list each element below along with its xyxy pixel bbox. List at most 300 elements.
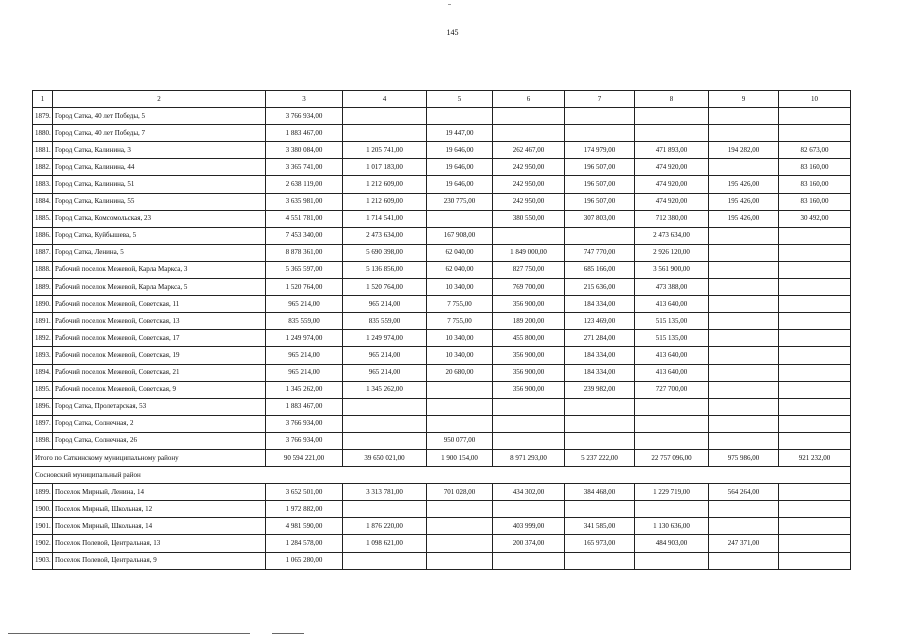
- row-number-cell: 1887.: [33, 244, 53, 261]
- row-number-cell: 1893.: [33, 347, 53, 364]
- amount-cell: 769 700,00: [493, 279, 565, 296]
- table-row: [33, 279, 851, 296]
- row-number-cell: 1886.: [33, 227, 53, 244]
- table-row: [33, 381, 851, 398]
- amount-cell: [779, 364, 851, 381]
- address-cell: Город Сатка, 40 лет Победы, 7: [53, 125, 266, 142]
- amount-cell: 3 766 934,00: [266, 415, 343, 432]
- amount-cell: 195 426,00: [709, 176, 779, 193]
- amount-cell: 1 205 741,00: [343, 142, 427, 159]
- table-row: [33, 364, 851, 381]
- amount-cell: [635, 125, 709, 142]
- section-heading-cell: Сосновский муниципальный район: [33, 467, 851, 484]
- amount-cell: [779, 330, 851, 347]
- amount-cell: 434 302,00: [493, 484, 565, 501]
- table-row: [33, 210, 851, 227]
- amount-cell: [709, 159, 779, 176]
- amount-cell: 380 550,00: [493, 210, 565, 227]
- address-cell: Поселок Мирный, Школьная, 14: [53, 518, 266, 535]
- amount-cell: [427, 518, 493, 535]
- scan-margin-mark: [448, 4, 451, 5]
- amount-cell: 174 979,00: [565, 142, 635, 159]
- amount-cell: 835 559,00: [266, 313, 343, 330]
- row-number-cell: 1885.: [33, 210, 53, 227]
- amount-cell: 239 982,00: [565, 381, 635, 398]
- amount-cell: 215 636,00: [565, 279, 635, 296]
- amount-cell: [709, 364, 779, 381]
- amount-cell: 242 950,00: [493, 193, 565, 210]
- amount-cell: 1 883 467,00: [266, 398, 343, 415]
- amount-cell: 165 973,00: [565, 535, 635, 552]
- amount-cell: [493, 125, 565, 142]
- amount-cell: [709, 552, 779, 569]
- amount-cell: 10 340,00: [427, 330, 493, 347]
- amount-cell: [709, 347, 779, 364]
- table-row: [33, 330, 851, 347]
- address-cell: Рабочий поселок Межевой, Советская, 19: [53, 347, 266, 364]
- amount-cell: 194 282,00: [709, 142, 779, 159]
- capital-repair-table: [32, 90, 851, 570]
- amount-cell: [779, 244, 851, 261]
- amount-cell: 5 690 398,00: [343, 244, 427, 261]
- amount-cell: 184 334,00: [565, 347, 635, 364]
- address-cell: Город Сатка, Калинина, 55: [53, 193, 266, 210]
- amount-cell: 5 365 597,00: [266, 261, 343, 278]
- amount-cell: 384 468,00: [565, 484, 635, 501]
- amount-cell: 242 950,00: [493, 176, 565, 193]
- amount-cell: 473 388,00: [635, 279, 709, 296]
- amount-cell: 3 561 900,00: [635, 261, 709, 278]
- amount-cell: 965 214,00: [343, 347, 427, 364]
- amount-cell: 1 065 280,00: [266, 552, 343, 569]
- table-body: [33, 91, 851, 570]
- amount-cell: [709, 501, 779, 518]
- amount-cell: 484 903,00: [635, 535, 709, 552]
- amount-cell: [635, 415, 709, 432]
- amount-cell: [709, 108, 779, 125]
- amount-cell: 1 520 764,00: [266, 279, 343, 296]
- row-number-cell: 1894.: [33, 364, 53, 381]
- total-amount-cell: 90 594 221,00: [266, 449, 343, 466]
- table-row: [33, 296, 851, 313]
- total-amount-cell: 975 986,00: [709, 449, 779, 466]
- table-row: [33, 518, 851, 535]
- amount-cell: [343, 398, 427, 415]
- amount-cell: [709, 261, 779, 278]
- amount-cell: 827 750,00: [493, 261, 565, 278]
- amount-cell: [493, 432, 565, 449]
- amount-cell: 474 920,00: [635, 159, 709, 176]
- row-number-cell: 1902.: [33, 535, 53, 552]
- amount-cell: [779, 279, 851, 296]
- amount-cell: [565, 125, 635, 142]
- row-number-cell: 1884.: [33, 193, 53, 210]
- address-cell: Город Сатка, Комсомольская, 23: [53, 210, 266, 227]
- amount-cell: [427, 381, 493, 398]
- page-number: 145: [446, 28, 459, 37]
- amount-cell: 19 646,00: [427, 176, 493, 193]
- amount-cell: [709, 279, 779, 296]
- table-row: [33, 125, 851, 142]
- amount-cell: [427, 210, 493, 227]
- amount-cell: [709, 518, 779, 535]
- amount-cell: 3 380 084,00: [266, 142, 343, 159]
- amount-cell: 8 878 361,00: [266, 244, 343, 261]
- amount-cell: 965 214,00: [266, 347, 343, 364]
- amount-cell: 7 755,00: [427, 296, 493, 313]
- amount-cell: [343, 552, 427, 569]
- column-number-cell: 7: [565, 91, 635, 108]
- amount-cell: 10 340,00: [427, 347, 493, 364]
- amount-cell: [709, 227, 779, 244]
- amount-cell: 4 551 781,00: [266, 210, 343, 227]
- amount-cell: 3 652 501,00: [266, 484, 343, 501]
- amount-cell: [565, 398, 635, 415]
- row-number-cell: 1898.: [33, 432, 53, 449]
- address-cell: Поселок Мирный, Школьная, 12: [53, 501, 266, 518]
- footer-rule-short: [272, 633, 304, 634]
- table-row: [33, 193, 851, 210]
- amount-cell: [343, 415, 427, 432]
- amount-cell: 356 900,00: [493, 296, 565, 313]
- amount-cell: 242 950,00: [493, 159, 565, 176]
- amount-cell: 356 900,00: [493, 347, 565, 364]
- row-number-cell: 1895.: [33, 381, 53, 398]
- amount-cell: [709, 296, 779, 313]
- amount-cell: 1 345 262,00: [266, 381, 343, 398]
- amount-cell: 3 635 981,00: [266, 193, 343, 210]
- amount-cell: [565, 552, 635, 569]
- total-amount-cell: 1 900 154,00: [427, 449, 493, 466]
- amount-cell: [779, 432, 851, 449]
- table-row: [33, 484, 851, 501]
- amount-cell: [565, 415, 635, 432]
- address-cell: Рабочий поселок Межевой, Советская, 9: [53, 381, 266, 398]
- amount-cell: 1 876 220,00: [343, 518, 427, 535]
- amount-cell: 123 469,00: [565, 313, 635, 330]
- amount-cell: 712 380,00: [635, 210, 709, 227]
- amount-cell: 2 473 634,00: [343, 227, 427, 244]
- column-number-cell: 9: [709, 91, 779, 108]
- amount-cell: 356 900,00: [493, 364, 565, 381]
- amount-cell: 62 040,00: [427, 261, 493, 278]
- amount-cell: 356 900,00: [493, 381, 565, 398]
- amount-cell: 3 766 934,00: [266, 432, 343, 449]
- amount-cell: 2 926 120,00: [635, 244, 709, 261]
- amount-cell: [709, 244, 779, 261]
- table-row: [33, 501, 851, 518]
- amount-cell: 19 447,00: [427, 125, 493, 142]
- amount-cell: 83 160,00: [779, 159, 851, 176]
- column-number-row: [33, 91, 851, 108]
- amount-cell: 1 017 183,00: [343, 159, 427, 176]
- amount-cell: 1 849 000,00: [493, 244, 565, 261]
- amount-cell: 1 212 609,00: [343, 176, 427, 193]
- address-cell: Рабочий поселок Межевой, Советская, 13: [53, 313, 266, 330]
- address-cell: Город Сатка, Пролетарская, 53: [53, 398, 266, 415]
- amount-cell: 515 135,00: [635, 313, 709, 330]
- amount-cell: 1 284 578,00: [266, 535, 343, 552]
- amount-cell: 271 284,00: [565, 330, 635, 347]
- table-row: [33, 347, 851, 364]
- amount-cell: [343, 125, 427, 142]
- amount-cell: 950 077,00: [427, 432, 493, 449]
- address-cell: Город Сатка, Куйбышева, 5: [53, 227, 266, 244]
- amount-cell: 184 334,00: [565, 296, 635, 313]
- amount-cell: 7 755,00: [427, 313, 493, 330]
- amount-cell: [493, 501, 565, 518]
- amount-cell: [779, 125, 851, 142]
- table-row: [33, 176, 851, 193]
- amount-cell: [565, 501, 635, 518]
- amount-cell: 195 426,00: [709, 210, 779, 227]
- table-row: [33, 261, 851, 278]
- amount-cell: [709, 415, 779, 432]
- amount-cell: [493, 552, 565, 569]
- address-cell: Поселок Полевой, Центральная, 13: [53, 535, 266, 552]
- column-number-cell: 2: [53, 91, 266, 108]
- column-number-cell: 10: [779, 91, 851, 108]
- row-number-cell: 1892.: [33, 330, 53, 347]
- amount-cell: [779, 296, 851, 313]
- row-number-cell: 1882.: [33, 159, 53, 176]
- amount-cell: 1 520 764,00: [343, 279, 427, 296]
- total-label-cell: Итого по Саткинскому муниципальному району: [33, 449, 266, 466]
- column-number-cell: 6: [493, 91, 565, 108]
- total-amount-cell: 5 237 222,00: [565, 449, 635, 466]
- total-row: [33, 449, 851, 466]
- amount-cell: 167 908,00: [427, 227, 493, 244]
- amount-cell: 19 646,00: [427, 142, 493, 159]
- amount-cell: 4 981 590,00: [266, 518, 343, 535]
- section-heading-row: [33, 467, 851, 484]
- amount-cell: 3 766 934,00: [266, 108, 343, 125]
- amount-cell: 1 249 974,00: [266, 330, 343, 347]
- address-cell: Город Сатка, Солнечная, 26: [53, 432, 266, 449]
- table-row: [33, 159, 851, 176]
- column-number-cell: 1: [33, 91, 53, 108]
- amount-cell: [779, 398, 851, 415]
- amount-cell: 10 340,00: [427, 279, 493, 296]
- amount-cell: 1 883 467,00: [266, 125, 343, 142]
- amount-cell: 965 214,00: [266, 296, 343, 313]
- row-number-cell: 1880.: [33, 125, 53, 142]
- row-number-cell: 1897.: [33, 415, 53, 432]
- amount-cell: [779, 484, 851, 501]
- amount-cell: 195 426,00: [709, 193, 779, 210]
- amount-cell: [779, 518, 851, 535]
- amount-cell: 515 135,00: [635, 330, 709, 347]
- amount-cell: [565, 108, 635, 125]
- amount-cell: 1 229 719,00: [635, 484, 709, 501]
- total-amount-cell: 22 757 096,00: [635, 449, 709, 466]
- amount-cell: [779, 108, 851, 125]
- address-cell: Рабочий поселок Межевой, Советская, 11: [53, 296, 266, 313]
- amount-cell: 82 673,00: [779, 142, 851, 159]
- table-row: [33, 415, 851, 432]
- amount-cell: 196 507,00: [565, 176, 635, 193]
- amount-cell: 200 374,00: [493, 535, 565, 552]
- amount-cell: 5 136 856,00: [343, 261, 427, 278]
- amount-cell: 1 714 541,00: [343, 210, 427, 227]
- address-cell: Город Сатка, Солнечная, 2: [53, 415, 266, 432]
- row-number-cell: 1888.: [33, 261, 53, 278]
- amount-cell: [427, 535, 493, 552]
- amount-cell: 230 775,00: [427, 193, 493, 210]
- amount-cell: [635, 501, 709, 518]
- amount-cell: 1 098 621,00: [343, 535, 427, 552]
- amount-cell: [427, 501, 493, 518]
- amount-cell: [427, 108, 493, 125]
- row-number-cell: 1901.: [33, 518, 53, 535]
- amount-cell: [779, 313, 851, 330]
- amount-cell: 835 559,00: [343, 313, 427, 330]
- amount-cell: 413 640,00: [635, 347, 709, 364]
- address-cell: Город Сатка, 40 лет Победы, 5: [53, 108, 266, 125]
- amount-cell: 965 214,00: [343, 296, 427, 313]
- amount-cell: [427, 552, 493, 569]
- amount-cell: [343, 432, 427, 449]
- amount-cell: 247 371,00: [709, 535, 779, 552]
- amount-cell: 413 640,00: [635, 296, 709, 313]
- amount-cell: 1 249 974,00: [343, 330, 427, 347]
- address-cell: Рабочий поселок Межевой, Советская, 17: [53, 330, 266, 347]
- column-number-cell: 8: [635, 91, 709, 108]
- address-cell: Поселок Полевой, Центральная, 9: [53, 552, 266, 569]
- amount-cell: [779, 415, 851, 432]
- amount-cell: [635, 552, 709, 569]
- row-number-cell: 1896.: [33, 398, 53, 415]
- table-row: [33, 227, 851, 244]
- amount-cell: 307 803,00: [565, 210, 635, 227]
- amount-cell: 341 585,00: [565, 518, 635, 535]
- table-row: [33, 313, 851, 330]
- amount-cell: [709, 313, 779, 330]
- amount-cell: 564 264,00: [709, 484, 779, 501]
- table-row: [33, 535, 851, 552]
- address-cell: Рабочий поселок Межевой, Карла Маркса, 5: [53, 279, 266, 296]
- amount-cell: 747 770,00: [565, 244, 635, 261]
- amount-cell: [565, 227, 635, 244]
- amount-cell: [779, 501, 851, 518]
- row-number-cell: 1900.: [33, 501, 53, 518]
- column-number-cell: 3: [266, 91, 343, 108]
- amount-cell: 413 640,00: [635, 364, 709, 381]
- table-row: [33, 244, 851, 261]
- table-row: [33, 398, 851, 415]
- amount-cell: 474 920,00: [635, 176, 709, 193]
- row-number-cell: 1891.: [33, 313, 53, 330]
- amount-cell: 20 680,00: [427, 364, 493, 381]
- amount-cell: [427, 415, 493, 432]
- address-cell: Город Сатка, Ленина, 5: [53, 244, 266, 261]
- amount-cell: [709, 432, 779, 449]
- amount-cell: 19 646,00: [427, 159, 493, 176]
- amount-cell: 455 800,00: [493, 330, 565, 347]
- address-cell: Рабочий поселок Межевой, Советская, 21: [53, 364, 266, 381]
- amount-cell: [493, 227, 565, 244]
- amount-cell: [493, 415, 565, 432]
- column-number-cell: 4: [343, 91, 427, 108]
- amount-cell: [343, 501, 427, 518]
- amount-cell: [779, 261, 851, 278]
- amount-cell: [709, 381, 779, 398]
- amount-cell: 1 345 262,00: [343, 381, 427, 398]
- amount-cell: [635, 398, 709, 415]
- row-number-cell: 1883.: [33, 176, 53, 193]
- amount-cell: 701 028,00: [427, 484, 493, 501]
- amount-cell: 30 492,00: [779, 210, 851, 227]
- amount-cell: 1 972 882,00: [266, 501, 343, 518]
- amount-cell: 189 200,00: [493, 313, 565, 330]
- amount-cell: [343, 108, 427, 125]
- amount-cell: [779, 381, 851, 398]
- address-cell: Рабочий поселок Межевой, Карла Маркса, 3: [53, 261, 266, 278]
- amount-cell: 184 334,00: [565, 364, 635, 381]
- amount-cell: [493, 398, 565, 415]
- amount-cell: 7 453 340,00: [266, 227, 343, 244]
- amount-cell: [635, 108, 709, 125]
- amount-cell: [493, 108, 565, 125]
- amount-cell: 1 130 636,00: [635, 518, 709, 535]
- total-amount-cell: 8 971 293,00: [493, 449, 565, 466]
- amount-cell: [779, 227, 851, 244]
- amount-cell: 403 999,00: [493, 518, 565, 535]
- amount-cell: 2 638 119,00: [266, 176, 343, 193]
- footer-rule: [8, 633, 250, 634]
- amount-cell: 685 166,00: [565, 261, 635, 278]
- row-number-cell: 1890.: [33, 296, 53, 313]
- amount-cell: 965 214,00: [343, 364, 427, 381]
- amount-cell: 2 473 634,00: [635, 227, 709, 244]
- row-number-cell: 1899.: [33, 484, 53, 501]
- total-amount-cell: 921 232,00: [779, 449, 851, 466]
- row-number-cell: 1879.: [33, 108, 53, 125]
- column-number-cell: 5: [427, 91, 493, 108]
- table-row: [33, 108, 851, 125]
- amount-cell: 196 507,00: [565, 159, 635, 176]
- amount-cell: 965 214,00: [266, 364, 343, 381]
- address-cell: Город Сатка, Калинина, 44: [53, 159, 266, 176]
- row-number-cell: 1889.: [33, 279, 53, 296]
- amount-cell: [779, 347, 851, 364]
- amount-cell: 1 212 609,00: [343, 193, 427, 210]
- amount-cell: [427, 398, 493, 415]
- amount-cell: [709, 398, 779, 415]
- total-amount-cell: 39 650 021,00: [343, 449, 427, 466]
- amount-cell: 62 040,00: [427, 244, 493, 261]
- amount-cell: 196 507,00: [565, 193, 635, 210]
- amount-cell: [635, 432, 709, 449]
- amount-cell: [565, 432, 635, 449]
- amount-cell: 474 920,00: [635, 193, 709, 210]
- amount-cell: 83 160,00: [779, 193, 851, 210]
- table-row: [33, 552, 851, 569]
- table-row: [33, 142, 851, 159]
- address-cell: Город Сатка, Калинина, 3: [53, 142, 266, 159]
- row-number-cell: 1903.: [33, 552, 53, 569]
- address-cell: Город Сатка, Калинина, 51: [53, 176, 266, 193]
- amount-cell: 727 700,00: [635, 381, 709, 398]
- amount-cell: [779, 535, 851, 552]
- amount-cell: 83 160,00: [779, 176, 851, 193]
- amount-cell: 3 365 741,00: [266, 159, 343, 176]
- amount-cell: [709, 330, 779, 347]
- amount-cell: 262 467,00: [493, 142, 565, 159]
- amount-cell: [779, 552, 851, 569]
- table-row: [33, 432, 851, 449]
- amount-cell: 3 313 781,00: [343, 484, 427, 501]
